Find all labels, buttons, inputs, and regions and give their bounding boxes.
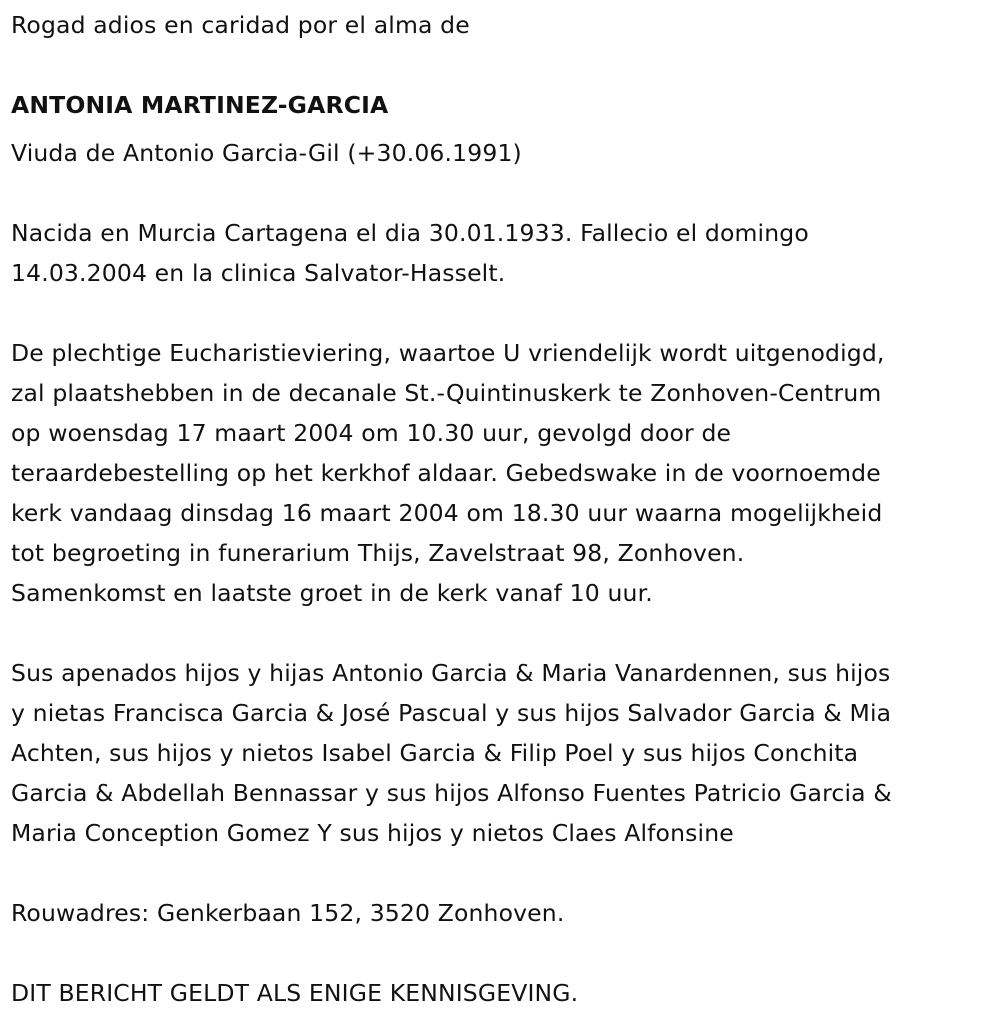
ceremony-line: kerk vandaag dinsdag 16 maart 2004 om 18.30 uur waarna mogelijkheid xyxy=(11,499,883,527)
family-line: Achten, sus hijos y nietos Isabel Garcia & Filip Poel y sus hijos Conchita xyxy=(11,739,859,767)
family-line: y nietas Francisca Garcia & José Pascual y sus hijos Salvador Garcia & Mia xyxy=(11,699,892,727)
family-line: Sus apenados hijos y hijas Antonio Garcia & Maria Vanardennen, sus hijos xyxy=(11,659,891,687)
birth-death-line: 14.03.2004 en la clinica Salvator-Hasselt. xyxy=(11,259,506,287)
ceremony-line: Samenkomst en laatste groet in de kerk vanaf 10 uur. xyxy=(11,579,653,607)
birth-death-line: Nacida en Murcia Cartagena el dia 30.01.1933. Fallecio el domingo xyxy=(11,219,809,247)
mourning-address: Rouwadres: Genkerbaan 152, 3520 Zonhoven. xyxy=(11,899,565,927)
family-line: Maria Conception Gomez Y sus hijos y nietos Claes Alfonsine xyxy=(11,819,734,847)
family-line: Garcia & Abdellah Bennassar y sus hijos Alfonso Fuentes Patricio Garcia & xyxy=(11,779,892,807)
intro-line: Rogad adios en caridad por el alma de xyxy=(11,11,470,39)
widow-line: Viuda de Antonio Garcia-Gil (+30.06.1991) xyxy=(11,139,522,167)
deceased-name: ANTONIA MARTINEZ-GARCIA xyxy=(11,91,389,119)
notice-line: DIT BERICHT GELDT ALS ENIGE KENNISGEVING. xyxy=(11,979,579,1007)
ceremony-line: tot begroeting in funerarium Thijs, Zavelstraat 98, Zonhoven. xyxy=(11,539,745,567)
ceremony-line: teraardebestelling op het kerkhof aldaar. Gebedswake in de voornoemde xyxy=(11,459,881,487)
ceremony-line: zal plaatshebben in de decanale St.-Quintinuskerk te Zonhoven-Centrum xyxy=(11,379,882,407)
ceremony-line: op woensdag 17 maart 2004 om 10.30 uur, gevolgd door de xyxy=(11,419,732,447)
ceremony-line: De plechtige Eucharistieviering, waartoe U vriendelijk wordt uitgenodigd, xyxy=(11,339,885,367)
